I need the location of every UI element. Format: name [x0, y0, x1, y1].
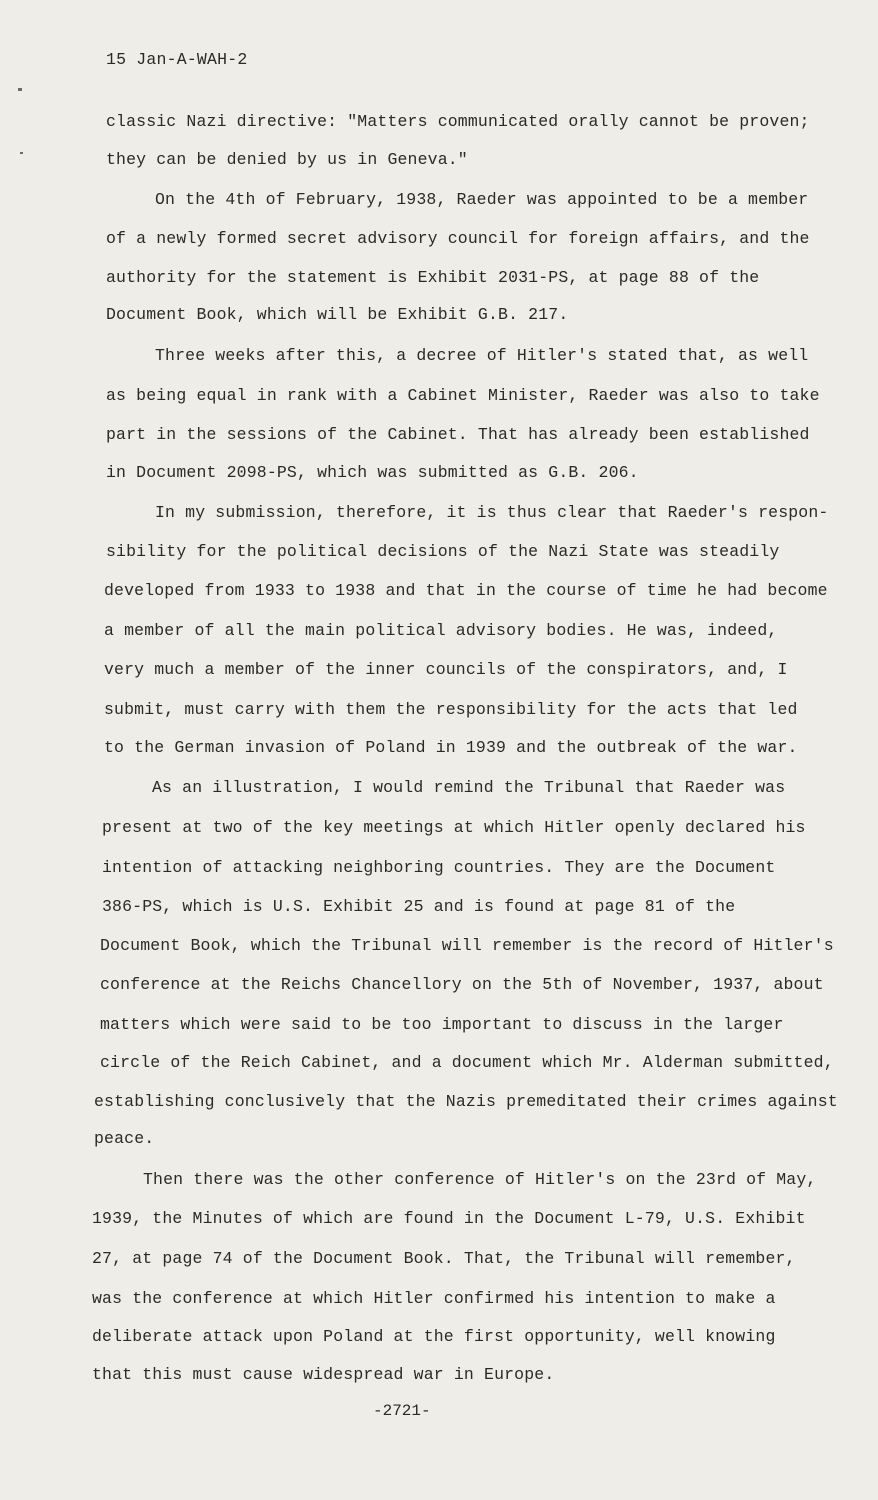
body-line-12: sibility for the political decisions of the Nazi State was steadily — [106, 542, 780, 561]
body-line-25: circle of the Reich Cabinet, and a document which Mr. Alderman submitted, — [100, 1053, 834, 1072]
body-line-1: classic Nazi directive: "Matters communicated orally cannot be proven; — [106, 112, 810, 131]
body-line-21: 386-PS, which is U.S. Exhibit 25 and is found at page 81 of the — [102, 897, 736, 916]
body-line-11: In my submission, therefore, it is thus clear that Raeder's respon- — [155, 503, 829, 522]
body-line-15: very much a member of the inner councils of the conspirators, and, I — [104, 660, 788, 679]
body-line-10: in Document 2098-PS, which was submitted as G.B. 206. — [106, 463, 639, 482]
left-edge-mark-small — [20, 152, 23, 154]
body-line-3: On the 4th of February, 1938, Raeder was appointed to be a member — [155, 190, 809, 209]
page-number: -2721- — [373, 1402, 431, 1420]
body-line-14: a member of all the main political advisory bodies. He was, indeed, — [104, 621, 778, 640]
body-line-20: intention of attacking neighboring countries. They are the Document — [102, 858, 776, 877]
body-line-30: 27, at page 74 of the Document Book. That, the Tribunal will remember, — [92, 1249, 796, 1268]
body-line-13: developed from 1933 to 1938 and that in the course of time he had become — [104, 581, 828, 600]
document-reference: 15 Jan-A-WAH-2 — [106, 50, 248, 69]
body-line-7: Three weeks after this, a decree of Hitler's stated that, as well — [155, 346, 809, 365]
body-line-8: as being equal in rank with a Cabinet Minister, Raeder was also to take — [106, 386, 820, 405]
body-line-9: part in the sessions of the Cabinet. That has already been established — [106, 425, 810, 444]
body-line-2: they can be denied by us in Geneva." — [106, 150, 468, 169]
body-line-6: Document Book, which will be Exhibit G.B. 217. — [106, 305, 569, 324]
body-line-5: authority for the statement is Exhibit 2031-PS, at page 88 of the — [106, 268, 760, 287]
body-line-16: submit, must carry with them the responsibility for the acts that led — [104, 700, 798, 719]
body-line-24: matters which were said to be too important to discuss in the larger — [100, 1015, 784, 1034]
body-line-28: Then there was the other conference of Hitler's on the 23rd of May, — [143, 1170, 817, 1189]
body-line-26: establishing conclusively that the Nazis premeditated their crimes against — [94, 1092, 838, 1111]
body-line-32: deliberate attack upon Poland at the first opportunity, well knowing — [92, 1327, 776, 1346]
body-line-33: that this must cause widespread war in Europe. — [92, 1365, 555, 1384]
body-line-27: peace. — [94, 1129, 155, 1148]
body-line-17: to the German invasion of Poland in 1939 and the outbreak of the war. — [104, 738, 798, 757]
body-line-31: was the conference at which Hitler confirmed his intention to make a — [92, 1289, 776, 1308]
body-line-22: Document Book, which the Tribunal will remember is the record of Hitler's — [100, 936, 834, 955]
left-edge-mark — [18, 88, 22, 91]
body-line-18: As an illustration, I would remind the Tribunal that Raeder was — [152, 778, 786, 797]
body-line-29: 1939, the Minutes of which are found in the Document L-79, U.S. Exhibit — [92, 1209, 806, 1228]
body-line-23: conference at the Reichs Chancellory on the 5th of November, 1937, about — [100, 975, 824, 994]
body-line-19: present at two of the key meetings at which Hitler openly declared his — [102, 818, 806, 837]
body-line-4: of a newly formed secret advisory council for foreign affairs, and the — [106, 229, 810, 248]
